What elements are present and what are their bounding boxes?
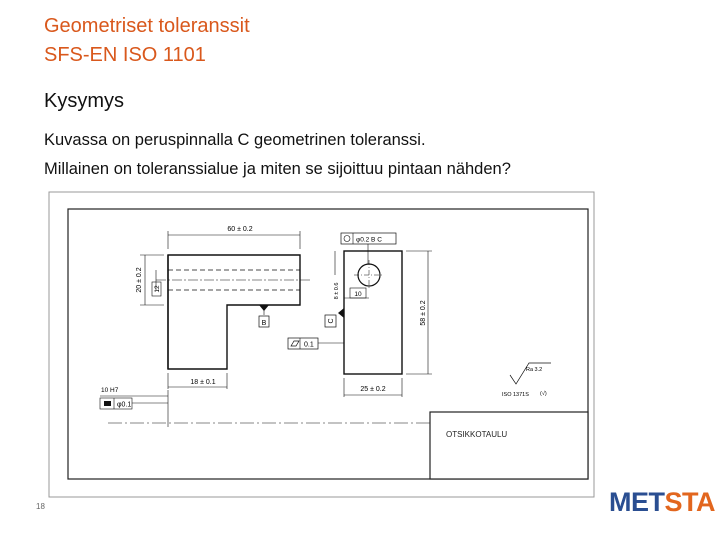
- section-heading: Kysymys: [44, 90, 124, 112]
- page-title-line1: Geometriset toleranssit: [44, 15, 250, 37]
- logo-part-met: MET: [609, 487, 665, 517]
- dimension-hole-side: 10: [354, 291, 362, 298]
- iso-standard: ISO 1371S: [502, 392, 529, 398]
- dimension-left-inner: 12: [154, 285, 161, 293]
- page-title-line2: SFS-EN ISO 1101: [44, 44, 206, 66]
- question-line2: Millainen on toleranssialue ja miten se sijoittuu pintaan nähden?: [44, 160, 511, 178]
- datum-b: B: [261, 320, 267, 327]
- dimension-bottom-left: 18 ± 0.1: [190, 379, 216, 386]
- dimension-top: 60 ± 0.2: [227, 226, 253, 233]
- dimension-bottom-right: 25 ± 0.2: [360, 386, 386, 393]
- question-line1: Kuvassa on peruspinnalla C geometrinen toleranssi.: [44, 131, 426, 149]
- position-frame-value: φ0.2 B C: [356, 236, 382, 244]
- page-title: [44, 12, 250, 70]
- metsta-logo: [609, 487, 715, 518]
- logo-part-sta: STA: [664, 487, 715, 517]
- technical-drawing: [48, 191, 595, 498]
- hole-fit: 10 H7: [101, 387, 119, 394]
- flatness-value: 0.1: [304, 341, 314, 349]
- dimension-hole-vertical: 8 ± 0.6: [334, 282, 340, 300]
- datum-c: C: [328, 318, 335, 324]
- page-number: 18: [36, 502, 45, 511]
- question-text: [44, 126, 511, 184]
- roughness-value: Ra 3.2: [526, 367, 543, 373]
- roughness-callout: (√): [540, 391, 547, 397]
- dimension-left: 20 ± 0.2: [136, 267, 143, 293]
- hole-tolerance: φ0.1: [117, 401, 132, 409]
- title-block-label: OTSIKKOTAULU: [446, 430, 508, 439]
- dimension-right: 58 ± 0.2: [420, 300, 427, 326]
- title-block: [430, 412, 588, 479]
